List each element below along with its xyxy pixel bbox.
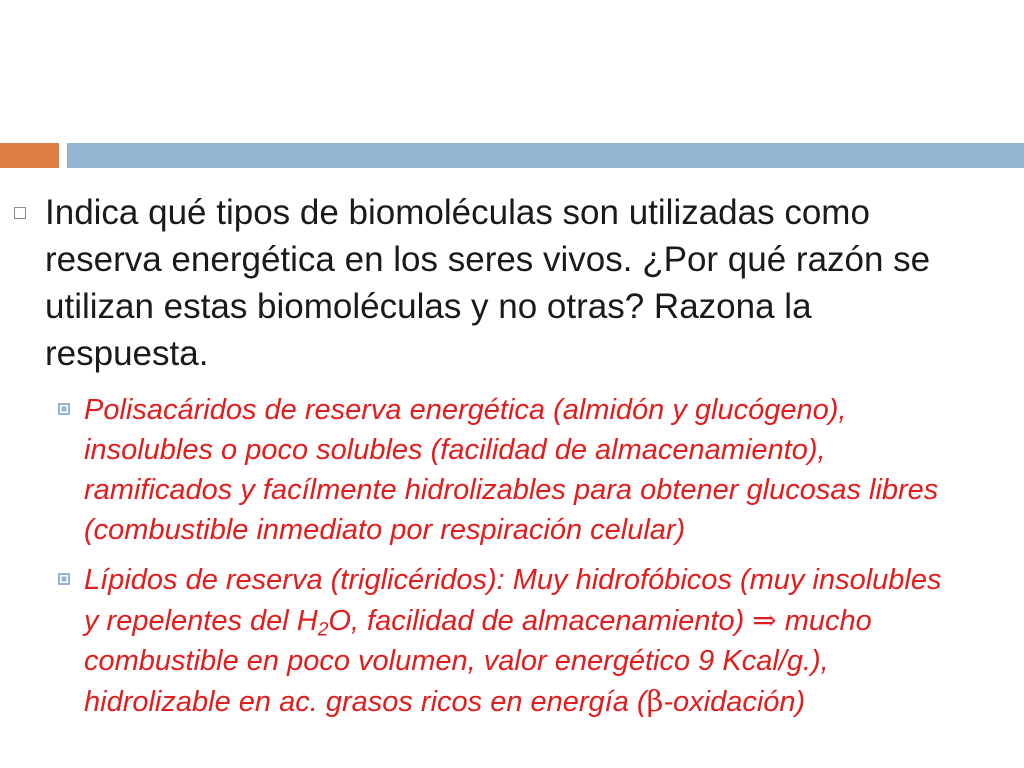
text-line: (combustible inmediato por respiración celular) — [84, 514, 686, 546]
text-line: reserva energética en los seres vivos. ¿Por qué razón se — [45, 240, 931, 279]
text-segment: hidrolizable en ac. grasos ricos en energía ( — [84, 686, 647, 718]
sub-bullet-polisacaridos — [84, 390, 938, 550]
text-line — [84, 600, 941, 641]
text-line: insolubles o poco solubles (facilidad de almacenamiento), — [84, 434, 826, 466]
beta-symbol: β — [646, 684, 664, 718]
text-line: respuesta. — [45, 334, 209, 373]
square-bullet-icon — [58, 403, 70, 415]
text-line: combustible en poco volumen, valor energético 9 Kcal/g.), — [84, 645, 829, 677]
text-line: Lípidos de reserva (triglicéridos): Muy hidrofóbicos (muy insolubles — [84, 564, 942, 596]
text-line: Polisacáridos de reserva energética (almidón y glucógeno), — [84, 394, 847, 426]
text-line — [84, 681, 941, 722]
square-bullet-icon — [58, 573, 70, 585]
header-accent-orange-bar — [0, 143, 59, 168]
text-line: Indica qué tipos de biomoléculas son utilizadas como — [45, 193, 870, 232]
text-line: utilizan estas biomoléculas y no otras? Razona la — [45, 287, 812, 326]
text-segment: -oxidación) — [663, 686, 806, 718]
text-segment: mucho — [776, 605, 872, 637]
subscript-text: 2 — [317, 619, 329, 641]
text-segment: O, facilidad de almacenamiento) — [328, 605, 753, 637]
main-bullet-text — [45, 189, 930, 377]
implies-arrow-symbol: ⇒ — [752, 603, 777, 637]
sub-bullet-lipidos — [84, 560, 941, 722]
header-accent-blue-bar — [67, 143, 1024, 168]
hollow-square-bullet-icon — [14, 207, 26, 219]
text-segment: y repelentes del H — [84, 605, 318, 637]
text-line: ramificados y facílmente hidrolizables para obtener glucosas libres — [84, 474, 939, 506]
